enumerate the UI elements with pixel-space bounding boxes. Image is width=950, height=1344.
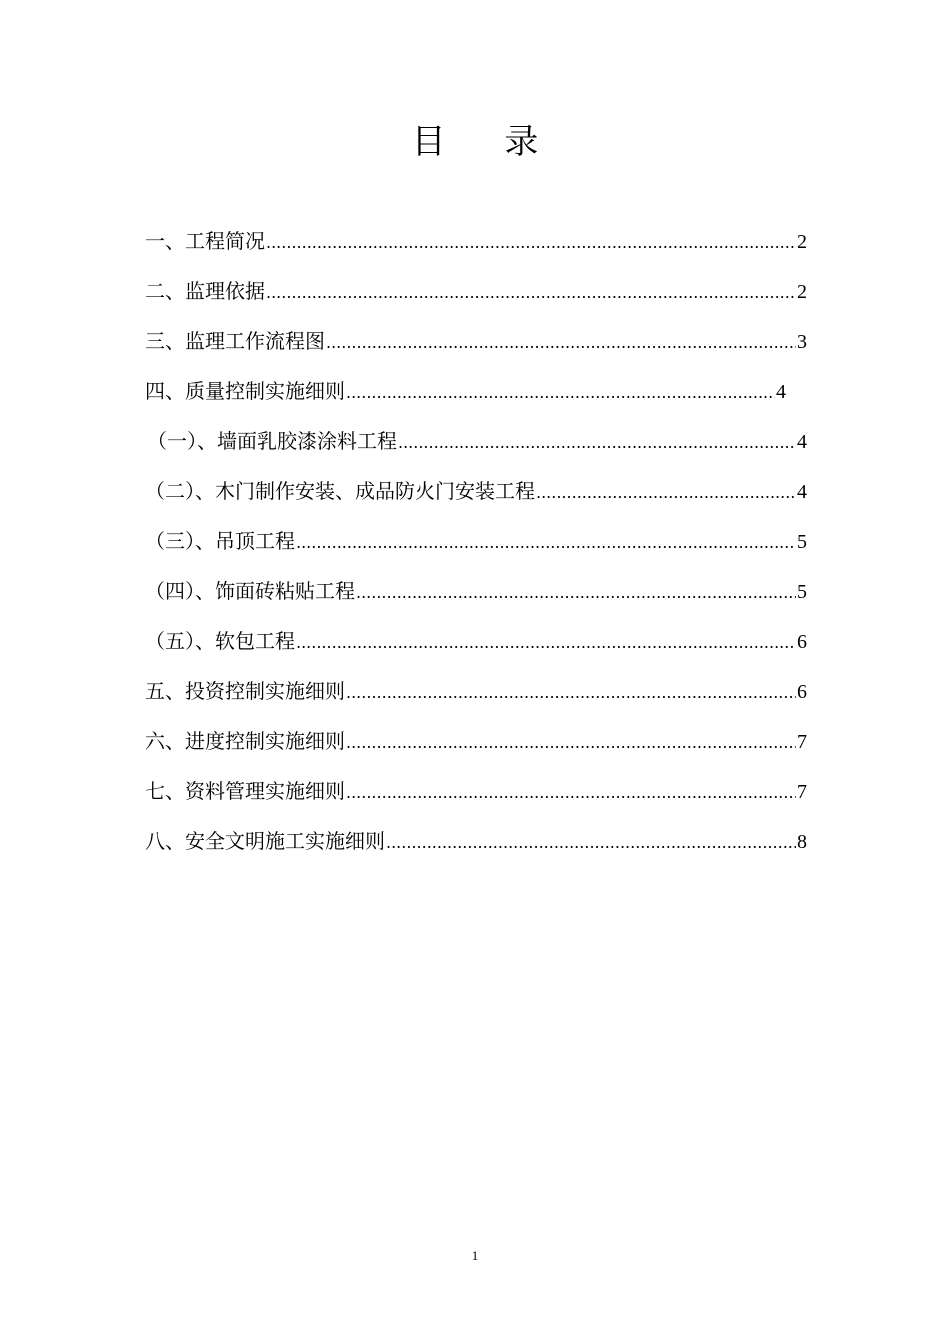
toc-entry-page: 7	[797, 731, 807, 753]
dot-leader	[536, 476, 796, 510]
toc-entry-page: 5	[797, 531, 807, 553]
toc-entry-label: 三、监理工作流程图	[145, 329, 325, 353]
toc-entry-page: 6	[797, 631, 807, 653]
toc-entry-label: 二、监理依据	[145, 279, 265, 303]
toc-entry[interactable]	[145, 424, 807, 474]
toc-entry[interactable]	[145, 474, 807, 524]
dot-leader	[356, 576, 796, 610]
page-number: 1	[471, 1248, 479, 1263]
toc-entry-label: 七、资料管理实施细则	[145, 779, 345, 803]
dot-leader	[386, 826, 796, 860]
dot-leader	[346, 726, 796, 760]
dot-leader	[296, 526, 796, 560]
dot-leader	[398, 426, 796, 460]
toc-entry-label: （四）、饰面砖粘贴工程	[145, 579, 355, 603]
toc-entry-page: 7	[797, 781, 807, 803]
toc-entry-page: 6	[797, 681, 807, 703]
toc-entry-page: 2	[797, 231, 807, 253]
dot-leader	[346, 376, 775, 410]
dot-leader	[266, 276, 796, 310]
toc-entry-label: 四、质量控制实施细则	[145, 379, 345, 403]
toc-entry[interactable]	[145, 824, 807, 874]
dot-leader	[346, 676, 796, 710]
toc-entry[interactable]	[145, 774, 807, 824]
dot-leader	[346, 776, 796, 810]
toc-entry[interactable]	[145, 574, 807, 624]
toc-entry-label: 五、投资控制实施细则	[145, 679, 345, 703]
toc-entry-label: 一、工程简况	[145, 229, 265, 253]
toc-entry-page: 4	[776, 381, 786, 403]
toc-entry-label: 六、进度控制实施细则	[145, 729, 345, 753]
toc-entry-page: 3	[797, 331, 807, 353]
toc-entry-page: 2	[797, 281, 807, 303]
toc-entry-label: （五）、软包工程	[145, 629, 295, 653]
dot-leader	[296, 626, 796, 660]
toc-entry[interactable]	[145, 274, 807, 324]
dot-leader	[266, 226, 796, 260]
toc-entry-page: 4	[797, 431, 807, 453]
toc-entry[interactable]	[145, 224, 807, 274]
toc-title: 目 录	[411, 122, 563, 162]
toc-entry[interactable]	[145, 524, 807, 574]
toc-entry[interactable]	[145, 624, 807, 674]
toc-entry-page: 8	[797, 831, 807, 853]
toc-entry[interactable]	[145, 324, 807, 374]
toc-entry-label: （一）、墙面乳胶漆涂料工程	[147, 429, 397, 453]
toc-entry-label: （三）、吊顶工程	[145, 529, 295, 553]
toc-entry[interactable]	[145, 674, 807, 724]
toc-entry-label: （二）、木门制作安装、成品防火门安装工程	[145, 479, 535, 503]
toc-entry-page: 4	[797, 481, 807, 503]
toc-entry-page: 5	[797, 581, 807, 603]
dot-leader	[326, 326, 796, 360]
toc-entry-label: 八、安全文明施工实施细则	[145, 829, 385, 853]
toc-entry[interactable]	[145, 374, 786, 424]
table-of-contents	[145, 224, 807, 874]
toc-entry[interactable]	[145, 724, 807, 774]
